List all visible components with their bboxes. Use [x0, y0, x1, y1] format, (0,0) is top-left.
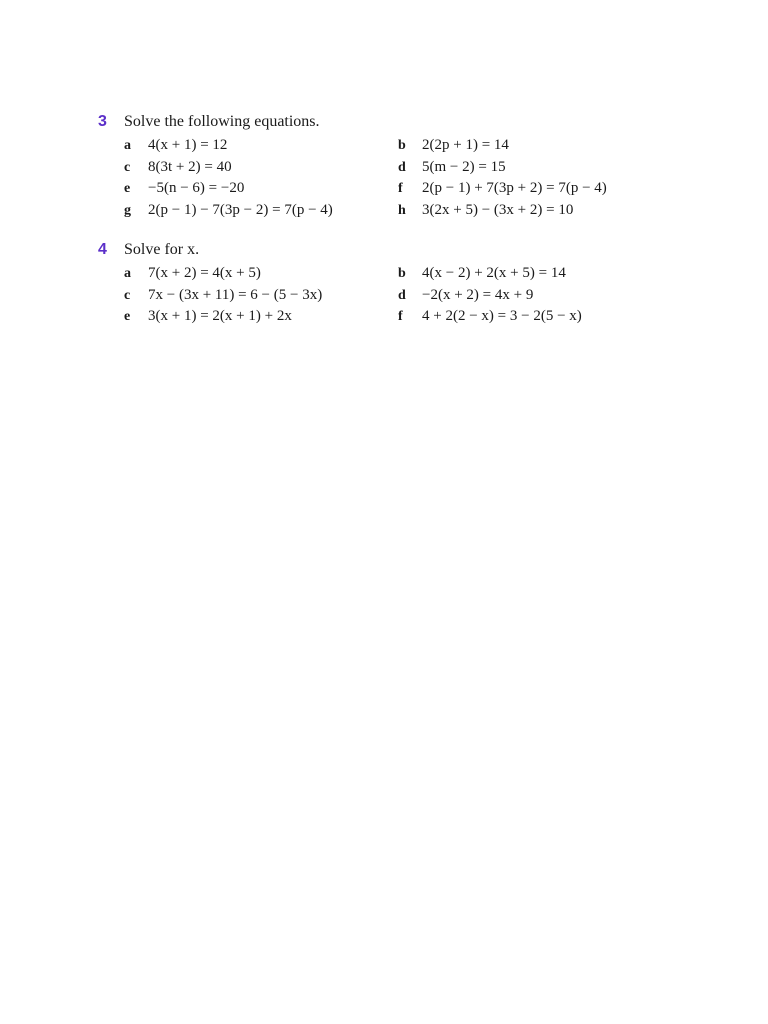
equation-item — [398, 180, 658, 202]
item-equation: 2(2p + 1) = 14 — [422, 137, 509, 153]
question-3-items — [124, 137, 658, 223]
item-label: f — [398, 181, 403, 196]
item-label: h — [398, 202, 406, 218]
item-equation: 7(x + 2) = 4(x + 5) — [148, 265, 261, 281]
equation-item — [398, 159, 658, 181]
equation-item — [124, 308, 398, 330]
item-label: c — [124, 287, 131, 303]
item-equation: 8(3t + 2) = 40 — [148, 158, 232, 175]
item-equation: −2(x + 2) = 4x + 9 — [422, 286, 534, 303]
question-3-header — [98, 113, 658, 137]
item-equation: 4(x + 1) = 12 — [148, 137, 228, 153]
question-number: 4 — [98, 241, 107, 258]
item-equation: 4 + 2(2 − x) = 3 − 2(5 − x) — [422, 308, 582, 324]
item-equation: 3(x + 1) = 2(x + 1) + 2x — [148, 308, 292, 324]
item-label: d — [398, 287, 406, 303]
item-label: g — [124, 202, 131, 218]
item-label: e — [124, 181, 131, 196]
item-label: b — [398, 138, 406, 153]
question-3 — [98, 113, 658, 223]
question-prompt: Solve for x. — [124, 241, 200, 258]
item-equation: 3(2x + 5) − (3x + 2) = 10 — [422, 201, 574, 218]
equation-item — [124, 202, 398, 224]
item-label: a — [124, 138, 131, 153]
question-4 — [98, 241, 658, 330]
item-equation: 4(x − 2) + 2(x + 5) = 14 — [422, 265, 566, 281]
item-equation: −5(n − 6) = −20 — [148, 180, 245, 196]
equation-item — [398, 265, 658, 287]
equation-item — [398, 202, 658, 224]
item-label: f — [398, 309, 403, 324]
item-label: c — [124, 159, 131, 175]
item-equation: 2(p − 1) − 7(3p − 2) = 7(p − 4) — [148, 201, 333, 218]
equation-item — [398, 308, 658, 330]
equation-item — [124, 287, 398, 309]
equation-item — [124, 180, 398, 202]
question-4-header — [98, 241, 658, 265]
equation-item — [124, 137, 398, 159]
item-label: e — [124, 309, 131, 324]
item-equation: 7x − (3x + 11) = 6 − (5 − 3x) — [148, 286, 323, 303]
question-4-items — [124, 265, 658, 330]
equation-item — [398, 137, 658, 159]
item-label: b — [398, 266, 406, 281]
question-number: 3 — [98, 113, 107, 130]
question-prompt: Solve the following equations. — [124, 113, 320, 130]
equation-item — [398, 287, 658, 309]
equation-item — [124, 265, 398, 287]
item-label: a — [124, 266, 131, 281]
equation-item — [124, 159, 398, 181]
item-equation: 5(m − 2) = 15 — [422, 158, 506, 175]
item-equation: 2(p − 1) + 7(3p + 2) = 7(p − 4) — [422, 180, 607, 196]
item-label: d — [398, 159, 406, 175]
